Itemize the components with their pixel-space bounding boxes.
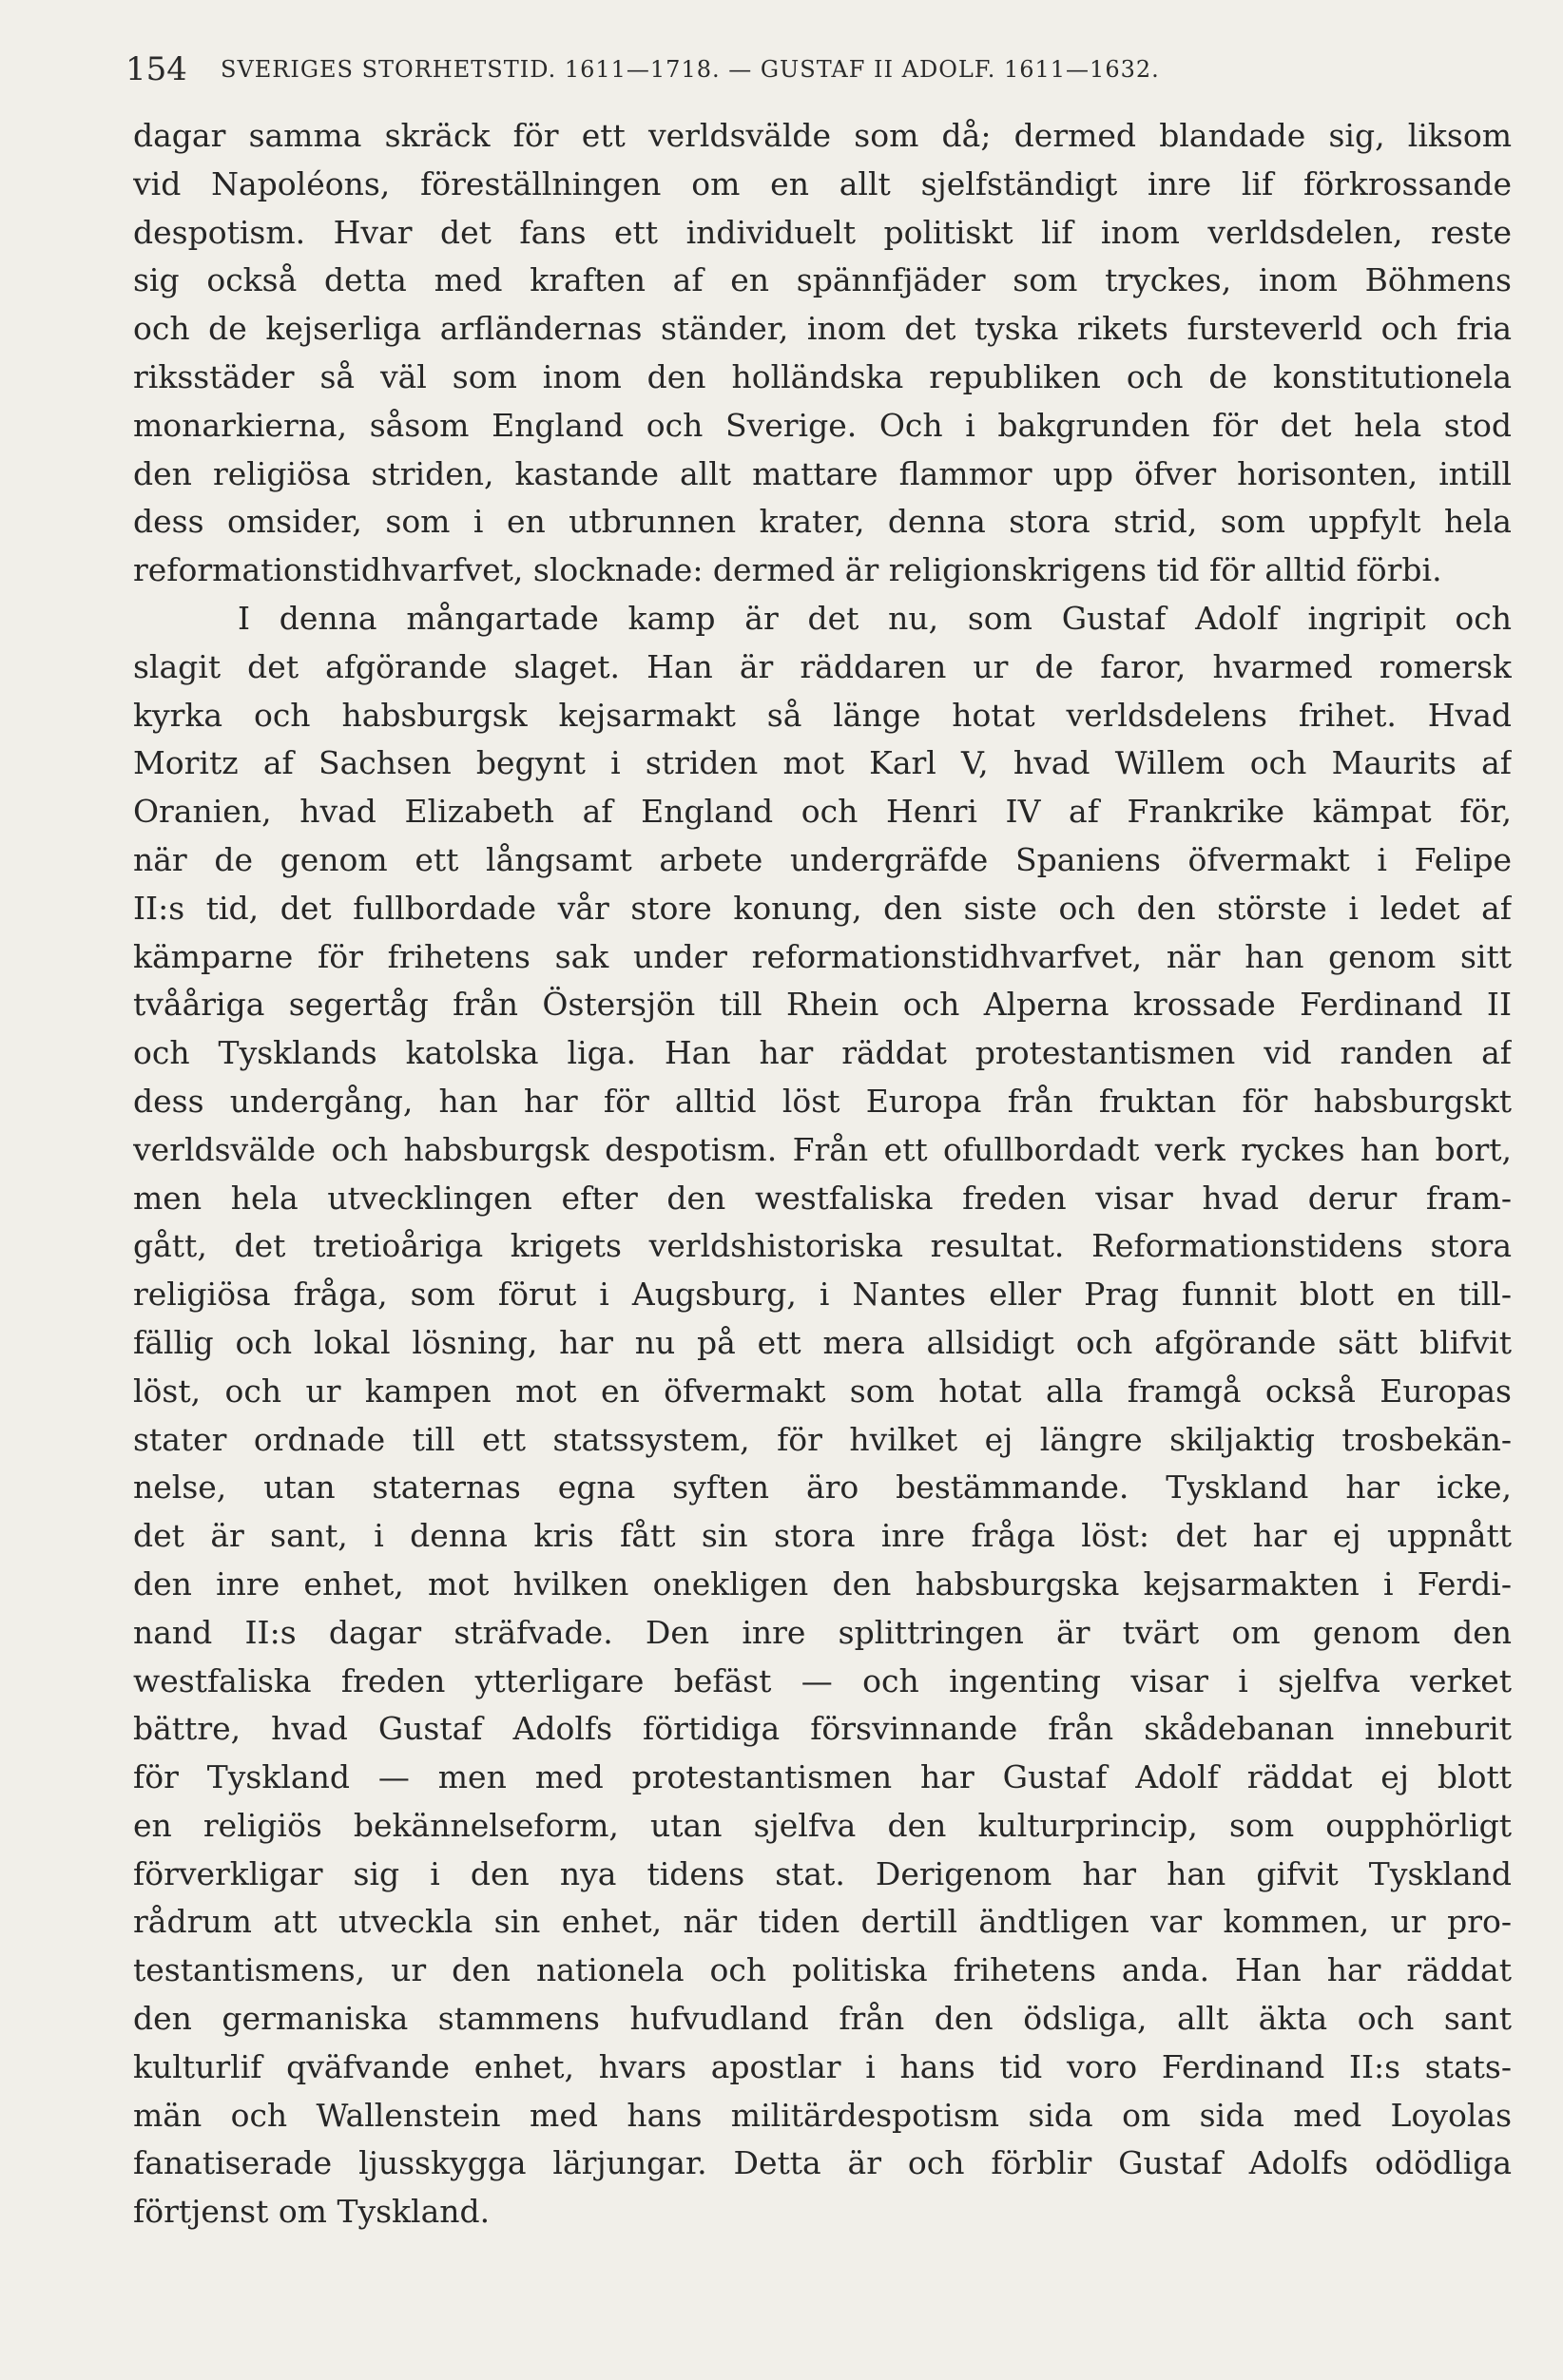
text-line: dagar samma skräck för ett verldsvälde som då; dermed blandade sig, liksom: [133, 117, 1512, 154]
text-line: och Tysklands katolska liga. Han har räddat protestantismen vid randen af: [133, 1034, 1512, 1072]
text-line: fanatiserade ljusskygga lärjungar. Detta är och förblir Gustaf Adolfs odödliga: [133, 2144, 1512, 2182]
text-line: för Tyskland — men med protestantismen har Gustaf Adolf räddat ej blott: [133, 1758, 1512, 1796]
text-line: testantismens, ur den nationela och politiska frihetens anda. Han har räddat: [133, 1951, 1512, 1989]
text-line: westfaliska freden ytterligare befäst — och ingenting visar i sjelfva verket: [133, 1661, 1512, 1699]
text-line: Moritz af Sachsen begynt i striden mot Karl V, hvad Willem och Maurits af: [133, 744, 1512, 782]
text-line: bättre, hvad Gustaf Adolfs förtidiga försvinnande från skådebanan inneburit: [133, 1710, 1512, 1748]
text-line: rådrum att utveckla sin enhet, när tiden dertill ändtligen var kommen, ur pro-: [133, 1903, 1512, 1941]
text-line: dess omsider, som i en utbrunnen krater, denna stora strid, som uppfylt hela: [133, 503, 1512, 541]
paragraph-start-line: I denna mångartade kamp är det nu, som Gustaf Adolf ingripit och: [238, 599, 1512, 637]
text-line: kulturlif qväfvande enhet, hvars apostlar i hans tid voro Ferdinand II:s stats-: [133, 2047, 1512, 2085]
text-line: verldsvälde och habsburgsk despotism. Från ett ofullbordadt verk ryckes han bort,: [133, 1130, 1512, 1168]
text-line: vid Napoléons, föreställningen om en allt sjelfständigt inre lif förkrossande: [133, 164, 1512, 202]
text-line: riksstäder så väl som inom den holländska republiken och de konstitutionela: [133, 357, 1512, 395]
text-line: slagit det afgörande slaget. Han är räddaren ur de faror, hvarmed romersk: [133, 647, 1512, 685]
text-line: löst, och ur kampen mot en öfvermakt som hotat alla framgå också Europas: [133, 1372, 1512, 1410]
text-line: den inre enhet, mot hvilken onekligen den habsburgska kejsarmakten i Ferdi-: [133, 1564, 1512, 1603]
text-line: den germaniska stammens hufvudland från den ödsliga, allt äkta och sant: [133, 2000, 1512, 2038]
text-line: tvååriga segertåg från Östersjön till Rhein och Alperna krossade Ferdinand II: [133, 986, 1512, 1024]
running-head: SVERIGES STORHETSTID. 1611—1718. — GUSTAF II ADOLF. 1611—1632.: [221, 56, 1160, 83]
text-line: sig också detta med kraften af en spännfjäder som tryckes, inom Böhmens: [133, 261, 1512, 299]
text-line: stater ordnade till ett statssystem, för hvilket ej längre skiljaktig trosbekän-: [133, 1420, 1512, 1458]
text-line: nand II:s dagar sträfvade. Den inre splittringen är tvärt om genom den: [133, 1613, 1512, 1651]
text-line: det är sant, i denna kris fått sin stora inre fråga löst: det har ej uppnått: [133, 1517, 1512, 1555]
text-line: den religiösa striden, kastande allt mattare flammor upp öfver horisonten, intill: [133, 454, 1512, 492]
text-line: fällig och lokal lösning, har nu på ett mera allsidigt och afgörande sätt blifvit: [133, 1323, 1512, 1361]
page-number: 154: [125, 50, 187, 88]
text-line: nelse, utan staternas egna syften äro bestämmande. Tyskland har icke,: [133, 1468, 1512, 1507]
text-line: Oranien, hvad Elizabeth af England och Henri IV af Frankrike kämpat för,: [133, 793, 1512, 831]
text-line: en religiös bekännelseform, utan sjelfva den kulturprincip, som oupphörligt: [133, 1806, 1512, 1844]
text-line: reformationstidhvarfvet, slocknade: dermed är religionskrigens tid för alltid förbi.: [133, 551, 1442, 589]
text-line: dess undergång, han har för alltid löst Europa från fruktan för habsburgskt: [133, 1082, 1512, 1120]
text-line: kämparne för frihetens sak under reformationstidhvarfvet, när han genom sitt: [133, 937, 1512, 975]
text-line: och de kejserliga arfländernas ständer, inom det tyska rikets fursteverld och fria: [133, 310, 1512, 348]
text-line: män och Wallenstein med hans militärdespotism sida om sida med Loyolas: [133, 2096, 1512, 2134]
text-line: monarkierna, såsom England och Sverige. Och i bakgrunden för det hela stod: [133, 406, 1512, 444]
body-text: [133, 112, 1512, 2236]
page-header: [125, 46, 1523, 93]
text-line: II:s tid, det fullbordade vår store konung, den siste och den störste i ledet af: [133, 889, 1512, 927]
text-line: förverkligar sig i den nya tidens stat. Derigenom har han gifvit Tyskland: [133, 1854, 1512, 1892]
text-line: kyrka och habsburgsk kejsarmakt så länge hotat verldsdelens frihet. Hvad: [133, 696, 1512, 734]
text-line: religiösa fråga, som förut i Augsburg, i Nantes eller Prag funnit blott en till-: [133, 1276, 1512, 1314]
text-line: gått, det tretioåriga krigets verldshistoriska resultat. Reformationstidens stora: [133, 1227, 1512, 1265]
text-line: men hela utvecklingen efter den westfaliska freden visar hvad derur fram-: [133, 1179, 1512, 1217]
text-line: despotism. Hvar det fans ett individuelt politiskt lif inom verldsdelen, reste: [133, 213, 1512, 251]
text-line: förtjenst om Tyskland.: [133, 2193, 491, 2231]
text-line: när de genom ett långsamt arbete undergräfde Spaniens öfvermakt i Felipe: [133, 840, 1512, 878]
